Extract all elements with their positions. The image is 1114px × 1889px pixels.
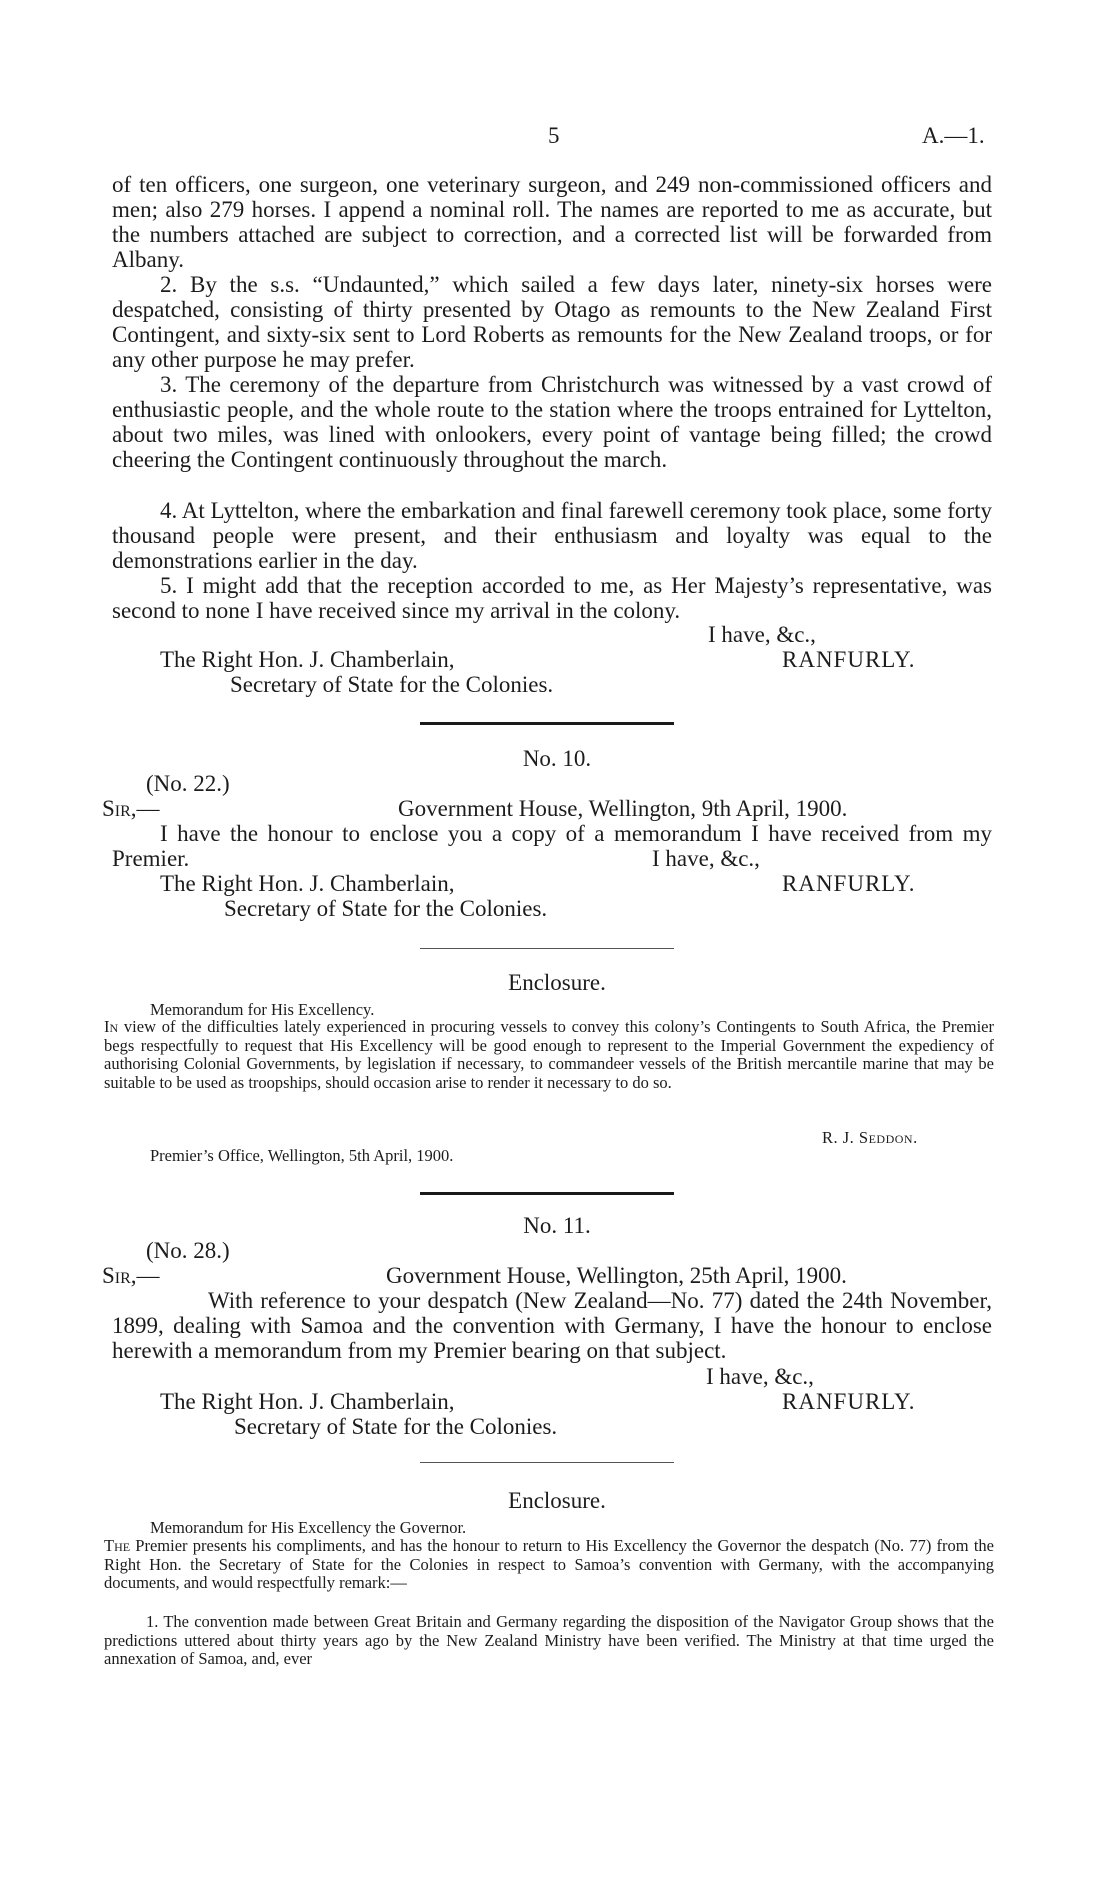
letter-reference: (No. 22.)	[146, 771, 230, 796]
memorandum-body	[104, 1537, 994, 1593]
place-date: Government House, Wellington, 25th April, 1900.	[386, 1263, 847, 1288]
first-word: In	[104, 1017, 119, 1036]
addressee-title: Secretary of State for the Colonies.	[234, 1414, 558, 1439]
letter-body: With reference to your despatch (New Zealand—No. 77) dated the 24th November, 1899, dealing with Samoa and the convention with Germany, I have the honour to enclose herewith a memorandum from my Premier bearing on that subject.	[112, 1288, 992, 1363]
memorandum-text: Premier presents his compliments, and has the honour to return to His Excellency the Governor the despatch (No. 77) from the Right Hon. the Secretary of State for the Colonies in respect to Samoa’s convention with Germany, with the accompanying documents, and would respectfully remark:—	[104, 1536, 994, 1592]
memorandum-body	[104, 1018, 994, 1092]
enclosure-heading: Enclosure.	[508, 970, 606, 995]
signature: RANFURLY.	[782, 647, 916, 672]
letter-reference: (No. 28.)	[146, 1238, 230, 1263]
section-divider	[420, 1462, 674, 1463]
addressee: The Right Hon. J. Chamberlain,	[160, 1389, 455, 1414]
memorandum-footer: Premier’s Office, Wellington, 5th April, 1900.	[150, 1146, 454, 1165]
memorandum-text: view of the difficulties lately experienced in procuring vessels to convey this colony’s Contingents to South Africa, the Premier begs respectfully to request that His Excellency will be good enough to represent to the Imperial Government the expediency of authorising Colonial Governments, by legislation if necessary, to commandeer vessels of the British mercantile marine that may be suitable to be used as troopships, should occasion arise to render it necessary to do so.	[104, 1017, 994, 1092]
section-divider	[420, 948, 674, 949]
memorandum-title: Memorandum for His Excellency.	[150, 1000, 375, 1019]
document-reference: A.—1.	[922, 123, 985, 148]
paragraph-3: 3. The ceremony of the departure from Christchurch was witnessed by a vast crowd of enthusiastic people, and the whole route to the station where the troops entrained for Lyttelton, about two miles, was lined with onlookers, every point of vantage being filled; the crowd cheering the Contingent continuously throughout the march.	[112, 372, 992, 472]
salutation: Sir,—	[102, 796, 160, 821]
addressee-title: Secretary of State for the Colonies.	[230, 672, 554, 697]
letter-heading: No. 11.	[523, 1213, 591, 1238]
paragraph-4: 4. At Lyttelton, where the embarkation and final farewell ceremony took place, some forty thousand people were present, and their enthusiasm and loyalty was equal to the demonstrations earlier in the day.	[112, 498, 992, 573]
closing: I have, &c.,	[706, 1364, 814, 1389]
signature: RANFURLY.	[782, 871, 916, 896]
section-divider	[420, 1192, 674, 1195]
addressee-title: Secretary of State for the Colonies.	[224, 896, 548, 921]
closing: I have, &c.,	[708, 622, 816, 647]
addressee: The Right Hon. J. Chamberlain,	[160, 647, 455, 672]
place-date: Government House, Wellington, 9th April, 1900.	[398, 796, 848, 821]
closing: I have, &c.,	[652, 846, 760, 871]
letter-body: I have the honour to enclose you a copy of a memorandum I have received from my Premier.	[112, 821, 992, 871]
page-number: 5	[548, 123, 560, 148]
enclosure-heading: Enclosure.	[508, 1488, 606, 1513]
signature: RANFURLY.	[782, 1389, 916, 1414]
memorandum-title: Memorandum for His Excellency the Governor.	[150, 1518, 467, 1537]
first-word: The	[104, 1536, 131, 1555]
paragraph-2: 2. By the s.s. “Undaunted,” which sailed a few days later, ninety-six horses were despatched, consisting of thirty presented by Otago as remounts to the New Zealand First Contingent, and sixty-six sent to Lord Roberts as remounts for the New Zealand troops, or for any other purpose he may prefer.	[112, 272, 992, 372]
paragraph-continuation: of ten officers, one surgeon, one veterinary surgeon, and 249 non-commissioned officers and men; also 279 horses. I append a nominal roll. The names are reported to me as accurate, but the numbers attached are subject to correction, and a corrected list will be forwarded from Albany.	[112, 172, 992, 272]
memorandum-signature: R. J. Seddon.	[822, 1128, 918, 1147]
section-divider	[420, 722, 674, 725]
memorandum-paragraph-1: 1. The convention made between Great Britain and Germany regarding the disposition of the Navigator Group shows that the predictions uttered about thirty years ago by the New Zealand Ministry have been verified. The Ministry at that time urged the annexation of Samoa, and, ever	[104, 1612, 994, 1668]
addressee: The Right Hon. J. Chamberlain,	[160, 871, 455, 896]
letter-heading: No. 10.	[522, 746, 592, 771]
salutation: Sir,—	[102, 1263, 160, 1288]
paragraph-5: 5. I might add that the reception accorded to me, as Her Majesty’s representative, was second to none I have received since my arrival in the colony.	[112, 573, 992, 623]
